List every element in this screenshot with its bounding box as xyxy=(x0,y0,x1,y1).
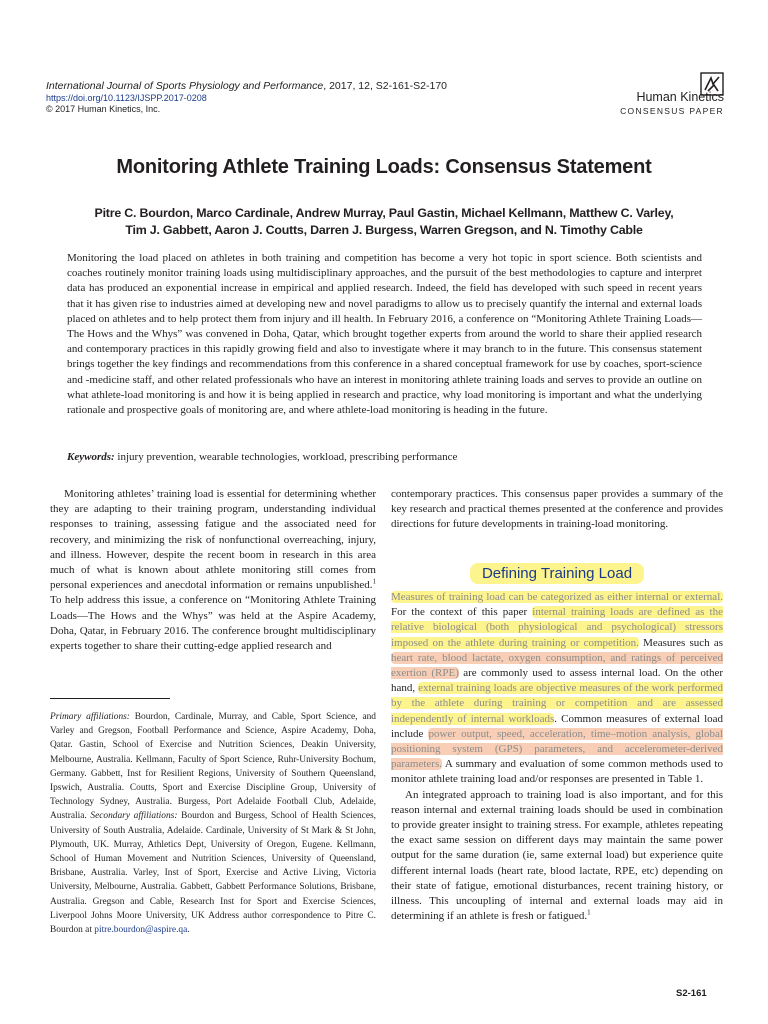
keywords-label: Keywords: xyxy=(67,451,115,463)
text-4: . Common measures of external load include xyxy=(391,712,724,740)
text-5: A summary and evaluation of some common methods used to monitor athlete training load and/or responses are presented in Table 1. xyxy=(391,758,723,786)
page-number: S2-161 xyxy=(676,988,707,999)
defining-training-load-section xyxy=(391,590,723,924)
abstract: Monitoring the load placed on athletes in both training and competition has become a very hot topic in sport science. Both scientists and coaches routinely monitor training loads using multidisciplinary approaches, and the pursuit of the best methodologies to capture and interpret data has produced an exponential increase in empirical and applied research. Indeed, the field has developed with such speed in recent years that it has given rise to industries aimed at developing new and novel paradigms to allow us to precisely quantify the internal and external loads placed on athletes and to help protect them from injury and ill health. In February 2016, a conference on “Monitoring Athlete Training Loads—The Hows and the Whys” was convened in Doha, Qatar, which brought together experts from around the world to share their applied research and contemporary practices in this rapidly growing field and also to investigate where it may branch to in the future. This consensus statement brings together the key findings and recommendations from this conference in a shared conceptual framework for use by coaches, sport-science and -medicine staff, and other related professionals who have an interest in monitoring athlete training loads and serves to provide an outline on what athlete-load monitoring is and how it is being applied in research and practice, why load monitoring is important and what the underlying rationale and prospective goals of monitoring are, and where athlete-load monitoring is heading in the future. xyxy=(67,252,702,417)
primary-affiliations: Bourdon, Cardinale, Murray, and Cable, Sport Science, and Varley and Gregson, Football Performance and Science, Aspire Academy, Doha, Qatar. Gastin, School of Exercise and Nutrition Sciences, Deakin University, Melbourne, Australia. Kellmann, Faculty of Sport Science, Ruhr-University Bochum, Germany. Gabbett, Inst for Resilient Regions, University of Southern Queensland, Ipswich, Australia. Coutts, Sport and Exercise Discipline Group, University of Technology Sydney, Australia. Burgess, Port Adelaide Football Club, Adelaide, Australia. xyxy=(50,712,376,822)
keywords-list: injury prevention, wearable technologies, workload, prescribing performance xyxy=(114,451,458,463)
text-2: Measures such as xyxy=(638,636,723,649)
footnote-affiliations xyxy=(50,710,376,937)
secondary-affiliations-label: Secondary affiliations: xyxy=(90,811,178,822)
journal-name: International Journal of Sports Physiology and Performance xyxy=(46,80,324,92)
keywords xyxy=(67,450,702,465)
section-heading xyxy=(391,565,723,583)
section-heading-text: Defining Training Load xyxy=(470,563,644,584)
copyright: © 2017 Human Kinetics, Inc. xyxy=(46,104,161,114)
highlight-4: external training loads are objective measures of the work performed by the athlete during training or competition and are assessed independently of internal workloads xyxy=(391,682,724,725)
right-column-top xyxy=(391,487,723,533)
intro-text-2: To help address this issue, a conference on “Monitoring Athlete Training Loads—The Hows and the Whys” was held at the Aspire Academy, Doha, Qatar, in February 2016. The conference brought multidisciplinary experts together to share their cutting-edge applied research and xyxy=(50,594,376,653)
publisher-name: Human Kinetics xyxy=(636,90,724,104)
paper-title: Monitoring Athlete Training Loads: Consensus Statement xyxy=(116,156,652,178)
highlight-1: Measures of training load can be categorized as either internal or external. xyxy=(391,591,723,603)
authors-line-1: Pitre C. Bourdon, Marco Cardinale, Andrew Murray, Paul Gastin, Michael Kellmann, Matthew C. Varley, xyxy=(94,206,674,220)
highlight-2: internal training loads are defined as the relative biological (both physiological and psychological) stressors imposed on the athlete during training or competition. xyxy=(391,606,723,649)
secondary-affiliations: Bourdon and Burgess, School of Health Sciences, University of South Australia, Adelaide. Cardinale, University of St Mark & St John, Plymouth, UK. Murray, Athletics Dept, University of Oregon, Eugene. Kellmann, School of Human Movement and Nutrition Sciences, University of Queensland, Brisbane, Australia. Varley, Inst of Sport, Exercise and Active Living, Victoria University, Melbourne, Australia. Gabbett, Gabbett Performance Solutions, Brisbane, Australia. Gregson and Cable, Research Inst for Sport and Exercise Sciences, Liverpool Johns Moore University, UK Address author correspondence to Pitre C. Bourdon at xyxy=(50,811,377,936)
section-paragraph-1 xyxy=(391,590,723,788)
primary-affiliations-label: Primary affiliations: xyxy=(50,712,130,722)
footnote-rule xyxy=(50,698,170,699)
section-paragraph-2 xyxy=(391,788,723,925)
intro-ref[interactable]: 1 xyxy=(372,577,376,586)
journal-volume: , 2017, 12, S2-161-S2-170 xyxy=(323,80,448,92)
hk-logo-icon xyxy=(700,72,724,96)
publisher-block xyxy=(590,72,724,116)
highlight-3: heart rate, blood lactate, oxygen consumption, and ratings of perceived exertion (RPE) xyxy=(391,651,723,680)
intro-paragraph xyxy=(50,487,376,654)
highlight-5: power output, speed, acceleration, time–motion analysis, global positioning system (GPS) parameters, and accelerometer-derived parameters. xyxy=(391,727,723,771)
text-1: For the context of this paper xyxy=(391,606,533,619)
authors xyxy=(50,205,718,239)
paper-type: CONSENSUS PAPER xyxy=(620,106,724,116)
correspondence-email[interactable]: pitre.bourdon@aspire.qa xyxy=(94,925,188,936)
left-column xyxy=(50,487,376,654)
paragraph-2-text: An integrated approach to training load is also important, and for this reason internal and external training loads should be used in combination to provide greater insight to training stress. For example, athletes repeating the exact same session on different days may maintain the same power output for the same duration (ie, same external load) but experience quite different internal loads (heart rate, blood lactate, RPE, etc) depending on their state of fatigue, emotional disturbances, recent training history, or illness. This uncoupling of internal and external loads may aid in determining if an athlete is fresh or fatigued. xyxy=(391,788,723,923)
text-3: are commonly used to assess internal load. On the other hand, xyxy=(391,667,723,695)
paragraph-2-ref[interactable]: 1 xyxy=(587,908,591,917)
intro-continued: contemporary practices. This consensus paper provides a summary of the key research and practical themes presented at the conference and provides directions for future developments in training-load monitoring. xyxy=(391,488,723,531)
doi-link[interactable]: https://doi.org/10.1123/IJSPP.2017-0208 xyxy=(46,93,207,103)
email-end: . xyxy=(187,925,190,936)
authors-line-2: Tim J. Gabbett, Aaron J. Coutts, Darren J. Burgess, Warren Gregson, and N. Timothy Cable xyxy=(125,223,643,237)
intro-text: Monitoring athletes’ training load is essential for determining whether they are adapting to their training program, understanding individual responses to training, assessing fatigue and the associated need for recovery, and minimizing the risk of nonfunctional overreaching, injury, and illness. However, despite the recent boom in research in this area much of what is known about athlete monitoring still comes from personal experiences and anecdotal information or remains unpublished. xyxy=(50,488,376,592)
